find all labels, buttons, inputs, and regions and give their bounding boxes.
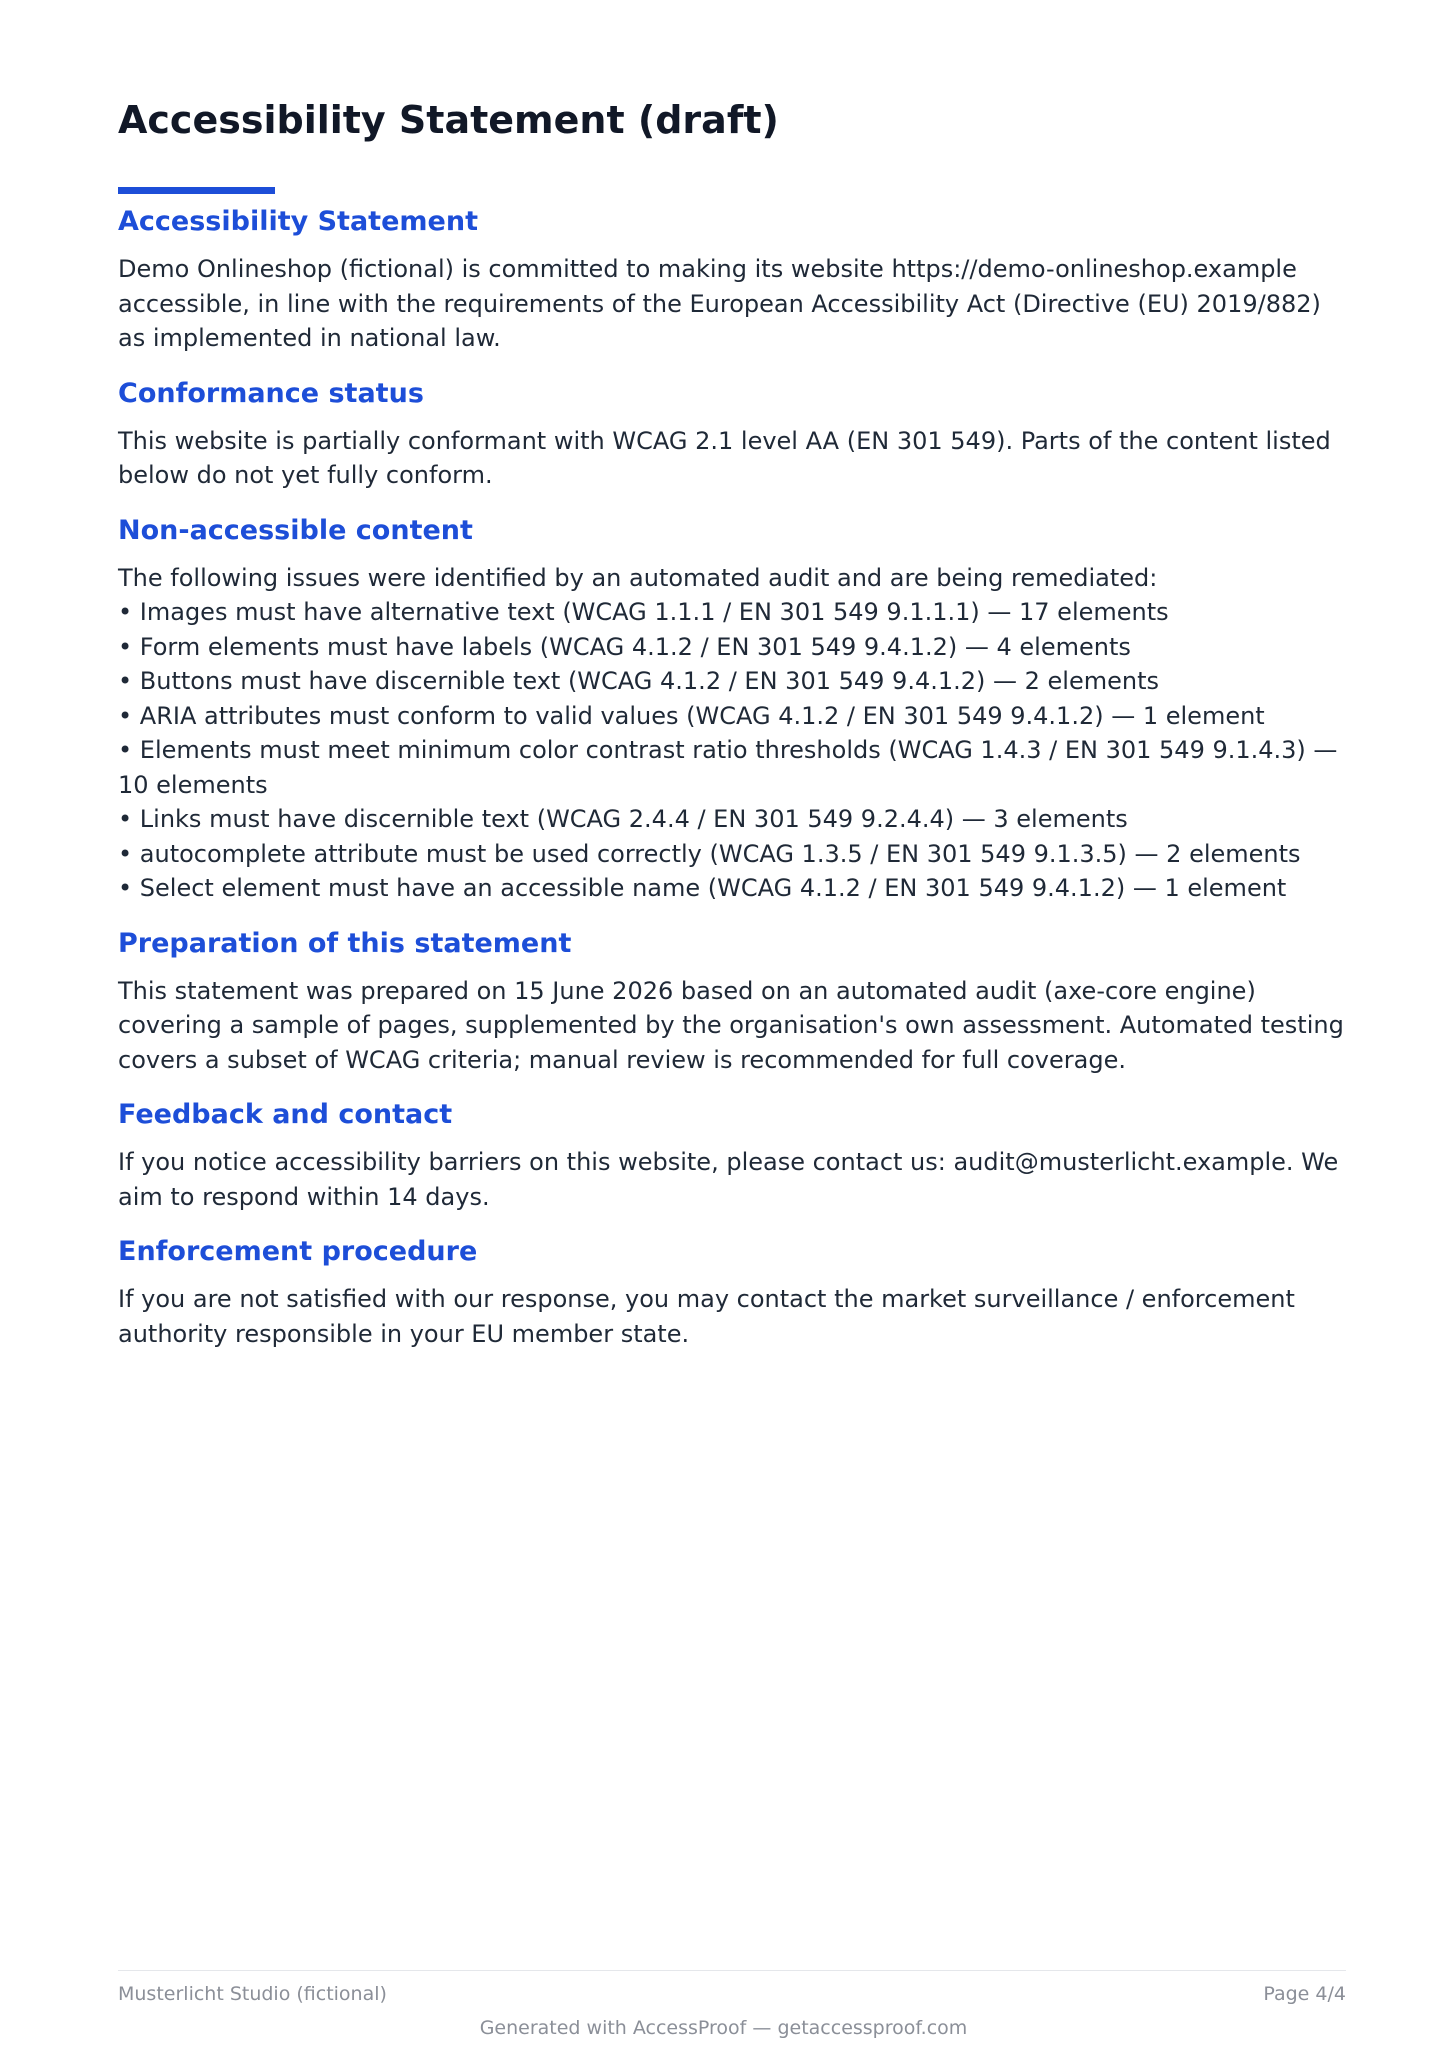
- footer-organisation: Musterlicht Studio (fictional): [118, 1983, 387, 2005]
- section-body-accessibility-statement: Demo Onlineshop (fictional) is committed to making its website https://demo-onlineshop.example accessible, in line with the requirements of the European Accessibility Act (Directive (EU) 2019/882) as implemented in national law.: [118, 255, 1321, 352]
- section-conformance-status: [118, 370, 1346, 493]
- document-content: [118, 198, 1346, 1365]
- section-body-non-accessible-content: [118, 561, 1346, 906]
- section-heading-accessibility-statement: Accessibility Statement: [118, 206, 478, 237]
- section-heading-conformance-status: Conformance status: [118, 377, 424, 409]
- section-non-accessible-content: [118, 507, 1346, 906]
- issue-item-color-contrast: • Elements must meet minimum color contrast ratio thresholds (WCAG 1.4.3 / EN 301 549 9.1.4.3) — 10 elements: [118, 736, 1338, 799]
- section-heading-non-accessible-content: Non-accessible content: [118, 514, 473, 546]
- section-heading-enforcement-procedure: Enforcement procedure: [118, 1236, 478, 1267]
- section-feedback-contact: [118, 1091, 1346, 1214]
- issue-list: [118, 595, 1346, 906]
- issue-item-form-labels: • Form elements must have labels (WCAG 4.1.2 / EN 301 549 9.4.1.2) — 4 elements: [118, 632, 1131, 661]
- issue-item-button-text: • Buttons must have discernible text (WCAG 4.1.2 / EN 301 549 9.4.1.2) — 2 elements: [118, 667, 1159, 695]
- section-body-preparation: This statement was prepared on 15 June 2026 based on an automated audit (axe-core engine) covering a sample of pages, supplemented by the organisation's own assessment. Automated testing covers a subset of WCAG criteria; manual review is recommended for full coverage.: [118, 976, 1344, 1074]
- issue-item-alt-text: • Images must have alternative text (WCAG 1.1.1 / EN 301 549 9.1.1.1) — 17 elements: [118, 598, 1169, 626]
- section-heading-feedback-contact: Feedback and contact: [118, 1099, 453, 1130]
- issue-item-aria-values: • ARIA attributes must conform to valid values (WCAG 4.1.2 / EN 301 549 9.4.1.2) — 1 element: [118, 701, 1265, 730]
- section-preparation: [118, 920, 1346, 1078]
- section-accessibility-statement: [118, 198, 1346, 356]
- footer-divider: [118, 1970, 1346, 1971]
- issues-intro: The following issues were identified by an automated audit and are being remediated:: [118, 563, 1158, 592]
- section-heading-preparation: Preparation of this statement: [118, 927, 572, 959]
- footer-page-indicator: Page 4/4: [1263, 1983, 1346, 2005]
- section-body-feedback-contact: If you notice accessibility barriers on this website, please contact us: audit@musterlicht.example. We aim to respond within 14 days.: [118, 1148, 1339, 1211]
- section-body-enforcement-procedure: If you are not satisfied with our response, you may contact the market surveillance / enforcement authority responsible in your EU member state.: [118, 1285, 1295, 1348]
- footer-generated-by: Generated with AccessProof — getaccessproof.com: [479, 2017, 968, 2039]
- title-accent-bar: [118, 187, 275, 194]
- page-title: Accessibility Statement (draft): [118, 98, 779, 142]
- issue-item-link-text: • Links must have discernible text (WCAG 2.4.4 / EN 301 549 9.2.4.4) — 3 elements: [118, 805, 1128, 833]
- issue-item-autocomplete: • autocomplete attribute must be used correctly (WCAG 1.3.5 / EN 301 549 9.1.3.5) — 2 elements: [118, 839, 1301, 868]
- section-enforcement-procedure: [118, 1228, 1346, 1351]
- issue-item-select-name: • Select element must have an accessible name (WCAG 4.1.2 / EN 301 549 9.4.1.2) — 1 element: [118, 874, 1287, 902]
- section-body-conformance-status: This website is partially conformant with WCAG 2.1 level AA (EN 301 549). Parts of the content listed below do not yet fully conform.: [118, 426, 1331, 489]
